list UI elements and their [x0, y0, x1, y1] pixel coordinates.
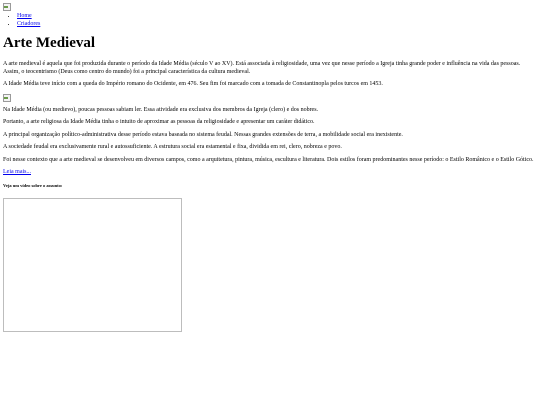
paragraph-leitura: Na Idade Média (ou medievo), poucas pessoas sabiam ler. Essa atividade era exclusiva dos membros da Igreja (clero) e dos nobres.	[3, 106, 319, 113]
video-embed[interactable]	[3, 198, 182, 332]
article-image	[3, 94, 10, 101]
paragraph-sociedade: A sociedade feudal era exclusivamente rural e autossuficiente. A estrutura social era estamental e fixa, dividida em rei, clero, nobreza e povo.	[3, 144, 342, 150]
logo-image	[3, 3, 10, 10]
nav-link-home[interactable]: Home	[17, 13, 32, 19]
paragraph-periodo: A Idade Média teve início com a queda do Império romano do Ocidente, em 476. Seu fim foi marcado com a tomada de Constantinopla pelos turcos em 1453.	[3, 81, 383, 87]
video-heading: Veja um vídeo sobre o assunto:	[3, 182, 63, 188]
nav-item-home	[17, 13, 537, 21]
paragraph-intro: A arte medieval é aquela que foi produzida durante o período da Idade Média (século V ao XV). Está associada à religiosidade, uma vez que nesse período a Igreja tinha grande poder e influência na vida das pessoas. Assim, o teocentrismo (Deus como centro do mundo) foi a principal característica da cultura medieval.	[3, 61, 521, 75]
paragraph-estilos: Foi nesse contexto que a arte medieval se desenvolveu em diversos campos, como a arquitetura, pintura, música, escultura e literatura. Dois estilos foram predominantes nesse período: o Estilo Românico e o Estilo Gótico.	[3, 156, 534, 163]
nav-item-criadores	[17, 21, 537, 29]
nav-link-criadores[interactable]: Criadores	[17, 20, 41, 27]
read-more-wrapper	[3, 169, 537, 177]
read-more-link[interactable]: Leia mais...	[3, 169, 31, 175]
page-title: Arte Medieval	[3, 35, 96, 51]
paragraph-feudal: A principal organização político-administrativa desse período estava baseada no sistema feudal. Nessas grandes extensões de terra, a mobilidade social era inexistente.	[3, 131, 403, 138]
nav-list	[3, 13, 537, 28]
paragraph-arte-religiosa: Portanto, a arte religiosa da Idade Média tinha o intuito de aproximar as pessoas da religiosidade e apresentar um caráter didático.	[3, 119, 315, 125]
